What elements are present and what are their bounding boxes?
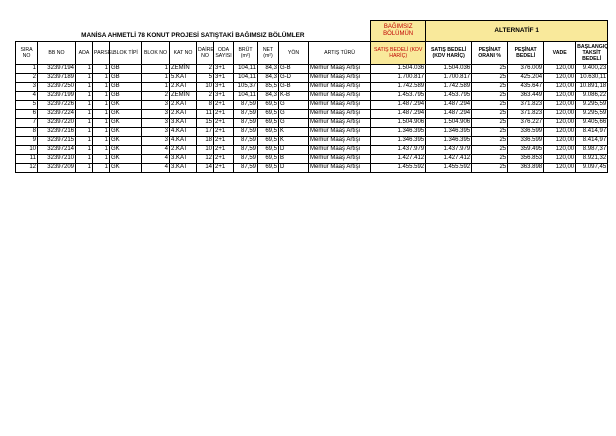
table-cell: 363.898 <box>508 163 544 172</box>
table-cell: 25 <box>472 64 508 73</box>
table-cell: 12 <box>16 163 38 172</box>
table-cell: 69,5 <box>258 127 279 136</box>
table-cell: 1 <box>93 82 110 91</box>
table-cell: 120,00 <box>544 100 576 109</box>
table-cell: 120,00 <box>544 82 576 91</box>
table-cell: 104,11 <box>234 73 258 82</box>
table-cell: 3.KAT <box>170 118 197 127</box>
table-row <box>16 64 608 73</box>
table-cell: 2+1 <box>214 109 234 118</box>
table-cell: 15 <box>197 118 214 127</box>
table-cell: 371.823 <box>508 100 544 109</box>
table-cell: G <box>279 109 309 118</box>
table-cell: 3 <box>142 100 170 109</box>
col-oda: ODA SAYISI <box>214 41 234 64</box>
table-cell: 336.599 <box>508 136 544 145</box>
table-cell: 87,59 <box>234 127 258 136</box>
table-cell: K <box>279 136 309 145</box>
table-cell: Memur Maaş Artışı <box>309 64 371 73</box>
table-cell: ZEMİN <box>170 64 197 73</box>
table-row <box>16 100 608 109</box>
table-cell: 1 <box>142 82 170 91</box>
table-cell: 2+1 <box>214 163 234 172</box>
table-cell: 1 <box>142 64 170 73</box>
table-body <box>16 64 608 172</box>
table-cell: 120,00 <box>544 118 576 127</box>
page-title: MANİSA AHMETLİ 78 KONUT PROJESİ SATIŞTAKİ BAĞIMSIZ BÖLÜMLER <box>81 31 305 39</box>
table-row <box>16 118 608 127</box>
table-cell: 9 <box>16 136 38 145</box>
table-cell: 32397210 <box>38 154 76 163</box>
table-cell: 1 <box>76 136 93 145</box>
table-cell: 425.204 <box>508 73 544 82</box>
table-cell: 2 <box>16 73 38 82</box>
table-cell: GB <box>110 73 142 82</box>
table-cell: 1.504.906 <box>426 118 472 127</box>
table-cell: 87,59 <box>234 100 258 109</box>
table-cell: 3+1 <box>214 64 234 73</box>
table-cell: 69,5 <box>258 109 279 118</box>
table-cell: 363.449 <box>508 91 544 100</box>
table-cell: 2.KAT <box>170 109 197 118</box>
table-cell: 1 <box>93 154 110 163</box>
table-row <box>16 73 608 82</box>
table-cell: 6 <box>16 109 38 118</box>
table-cell: 87,59 <box>234 154 258 163</box>
table-cell: 1 <box>93 100 110 109</box>
col-parsel: PARSEL <box>93 41 110 64</box>
table-cell: 104,11 <box>234 64 258 73</box>
table-cell: 32397250 <box>38 82 76 91</box>
spreadsheet <box>15 20 607 173</box>
table-cell: 1 <box>76 127 93 136</box>
table-cell: 69,5 <box>258 145 279 154</box>
table-cell: G <box>279 100 309 109</box>
table-row <box>16 91 608 100</box>
table-cell: 25 <box>472 136 508 145</box>
table-cell: 2 <box>197 64 214 73</box>
table-cell: GK <box>110 118 142 127</box>
table-cell: 25 <box>472 91 508 100</box>
table-cell: G <box>279 118 309 127</box>
table-cell: 120,00 <box>544 91 576 100</box>
table-cell: 376.009 <box>508 64 544 73</box>
table-cell: 120,00 <box>544 73 576 82</box>
table-cell: 14 <box>197 163 214 172</box>
table-cell: 120,00 <box>544 127 576 136</box>
table-cell: 3 <box>142 118 170 127</box>
table-cell: 1 <box>93 136 110 145</box>
table-cell: 3 <box>142 109 170 118</box>
table-cell: Memur Maaş Artışı <box>309 127 371 136</box>
table-cell: 8.414,97 <box>576 127 608 136</box>
table-cell: 4.KAT <box>170 136 197 145</box>
col-vade: VADE <box>544 41 576 64</box>
table-cell: 1 <box>76 64 93 73</box>
table-cell: 336.599 <box>508 127 544 136</box>
table-cell: 376.227 <box>508 118 544 127</box>
table-row <box>16 145 608 154</box>
table-cell: 1 <box>93 73 110 82</box>
table-cell: 69,5 <box>258 100 279 109</box>
table-cell: 1.700.817 <box>371 73 426 82</box>
table-cell: 2+1 <box>214 118 234 127</box>
table-cell: 2+1 <box>214 127 234 136</box>
table-cell: 32397224 <box>38 109 76 118</box>
table-cell: 1.487.294 <box>426 100 472 109</box>
table-cell: 1.487.294 <box>371 109 426 118</box>
table-cell: 69,5 <box>258 118 279 127</box>
table-cell: 1 <box>76 100 93 109</box>
table-cell: 10.891,18 <box>576 82 608 91</box>
bagimsiz-bolumun-header: BAĞIMSIZ BÖLÜMÜN <box>371 21 426 42</box>
table-cell: 120,00 <box>544 64 576 73</box>
table-cell: 10 <box>197 82 214 91</box>
table-cell: 1 <box>76 163 93 172</box>
table-cell: GK <box>110 145 142 154</box>
table-cell: K-B <box>279 91 309 100</box>
table-cell: 9.295,59 <box>576 100 608 109</box>
table-cell: 1.455.592 <box>371 163 426 172</box>
table-cell: K <box>279 127 309 136</box>
table-cell: 2.KAT <box>170 100 197 109</box>
table-cell: 69,5 <box>258 136 279 145</box>
col-bb: BB NO <box>38 41 76 64</box>
col-satis-bedeli: SATIŞ BEDELİ (KDV HARİÇ) <box>426 41 472 64</box>
table-cell: 120,00 <box>544 145 576 154</box>
table-cell: Memur Maaş Artışı <box>309 118 371 127</box>
table-cell: 1.742.589 <box>426 82 472 91</box>
table-cell: 104,11 <box>234 91 258 100</box>
col-net: NET (m²) <box>258 41 279 64</box>
table-cell: 8.921,32 <box>576 154 608 163</box>
table-row <box>16 109 608 118</box>
table-cell: Memur Maaş Artışı <box>309 100 371 109</box>
table-cell: Memur Maaş Artışı <box>309 154 371 163</box>
table-cell: GK <box>110 127 142 136</box>
table-cell: 32397214 <box>38 145 76 154</box>
table-cell: 87,59 <box>234 109 258 118</box>
table-cell: 25 <box>472 145 508 154</box>
table-cell: 11 <box>197 109 214 118</box>
table-cell: 1.453.795 <box>371 91 426 100</box>
table-cell: GB <box>110 82 142 91</box>
table-cell: 10 <box>197 145 214 154</box>
table-cell: 1 <box>76 109 93 118</box>
table-cell: 8 <box>16 127 38 136</box>
table-cell: 32397216 <box>38 127 76 136</box>
table-cell: 3+1 <box>214 91 234 100</box>
table-cell: 105,37 <box>234 82 258 91</box>
table-cell: 1.487.294 <box>371 100 426 109</box>
col-pesinat-bedeli: PEŞİNAT BEDELİ <box>508 41 544 64</box>
table-cell: 3 <box>16 82 38 91</box>
table-cell: 2.KAT <box>170 145 197 154</box>
table-cell: 3.KAT <box>170 154 197 163</box>
table-cell: 1 <box>93 109 110 118</box>
table-cell: 356.853 <box>508 154 544 163</box>
table-row <box>16 82 608 91</box>
col-blok-no: BLOK NO <box>142 41 170 64</box>
table-cell: 2 <box>142 91 170 100</box>
table-cell: Memur Maaş Artışı <box>309 109 371 118</box>
table-cell: 4 <box>142 154 170 163</box>
table-cell: 3.KAT <box>170 163 197 172</box>
table-cell: GB <box>110 91 142 100</box>
table-cell: 1.427.412 <box>371 154 426 163</box>
col-yon: YÖN <box>279 41 309 64</box>
col-blok-tipi: BLOK TİPİ <box>110 41 142 64</box>
table-cell: 2 <box>197 91 214 100</box>
table-cell: Memur Maaş Artışı <box>309 163 371 172</box>
table-cell: 25 <box>472 82 508 91</box>
table-cell: 25 <box>472 154 508 163</box>
table-cell: 87,59 <box>234 118 258 127</box>
table-cell: 1.487.294 <box>426 109 472 118</box>
table-cell: D <box>279 163 309 172</box>
table-cell: 4.KAT <box>170 127 197 136</box>
table-cell: 32397226 <box>38 100 76 109</box>
table-row <box>16 136 608 145</box>
table-cell: 1 <box>93 163 110 172</box>
table-cell: GK <box>110 109 142 118</box>
table-cell: Memur Maaş Artışı <box>309 136 371 145</box>
table-cell: 2+1 <box>214 154 234 163</box>
table-row <box>16 154 608 163</box>
table-cell: 1 <box>76 118 93 127</box>
table-cell: 1.504.036 <box>371 64 426 73</box>
table-cell: 435.647 <box>508 82 544 91</box>
table-cell: 25 <box>472 73 508 82</box>
table-cell: G-B <box>279 82 309 91</box>
table-cell: GK <box>110 100 142 109</box>
table-cell: 32397194 <box>38 64 76 73</box>
table-cell: 25 <box>472 118 508 127</box>
table-cell: 25 <box>472 109 508 118</box>
table-cell: GK <box>110 136 142 145</box>
table-cell: 84,3 <box>258 91 279 100</box>
col-brut: BRÜT (m²) <box>234 41 258 64</box>
alternatif-header: ALTERNATİF 1 <box>426 21 608 42</box>
table-cell: 11 <box>16 154 38 163</box>
table-cell: 120,00 <box>544 163 576 172</box>
table-cell: 8 <box>197 100 214 109</box>
col-pesinat-orani: PEŞİNAT ORANI % <box>472 41 508 64</box>
table-cell: GB <box>110 64 142 73</box>
col-satis-bedeli-bb: SATIŞ BEDELİ (KDV HARİÇ) <box>371 41 426 64</box>
table-cell: Memur Maaş Artışı <box>309 82 371 91</box>
table-cell: 1.453.795 <box>426 91 472 100</box>
table-cell: 84,3 <box>258 73 279 82</box>
table-cell: 359.495 <box>508 145 544 154</box>
table-cell: 1.346.395 <box>426 136 472 145</box>
table-cell: 12 <box>197 154 214 163</box>
table-cell: 69,5 <box>258 163 279 172</box>
table-cell: 25 <box>472 163 508 172</box>
table-cell: 25 <box>472 100 508 109</box>
table-cell: Memur Maaş Artışı <box>309 91 371 100</box>
table-cell: GK <box>110 154 142 163</box>
table-row <box>16 127 608 136</box>
table-cell: 1.346.395 <box>371 136 426 145</box>
table-cell: 2.KAT <box>170 82 197 91</box>
table-cell: 3+1 <box>214 73 234 82</box>
table-cell: 69,5 <box>258 154 279 163</box>
table-cell: 1 <box>76 145 93 154</box>
table-cell: 1.346.395 <box>426 127 472 136</box>
table-cell: 1 <box>93 64 110 73</box>
table-cell: 87,59 <box>234 145 258 154</box>
table-cell: Memur Maaş Artışı <box>309 145 371 154</box>
table-cell: 1 <box>93 127 110 136</box>
table-cell: 9.295,59 <box>576 109 608 118</box>
col-artis: ARTIŞ TÜRÜ <box>309 41 371 64</box>
table-cell: 8.987,37 <box>576 145 608 154</box>
table-cell: 2+1 <box>214 145 234 154</box>
table-cell: G-B <box>279 64 309 73</box>
table-cell: 3+1 <box>214 82 234 91</box>
table-cell: 10 <box>16 145 38 154</box>
table-cell: G-D <box>279 73 309 82</box>
table-cell: 5 <box>16 100 38 109</box>
table-cell: 87,59 <box>234 163 258 172</box>
col-taksit: BAŞLANGIÇ TAKSİT BEDELİ <box>576 41 608 64</box>
title-row <box>16 21 608 42</box>
table-cell: 25 <box>472 127 508 136</box>
table-cell: 1 <box>76 73 93 82</box>
table-cell: 1 <box>16 64 38 73</box>
table-cell: 4 <box>142 145 170 154</box>
table-cell: 2+1 <box>214 100 234 109</box>
table-cell: 8.414,97 <box>576 136 608 145</box>
table-cell: D <box>279 145 309 154</box>
table-cell: 5.KAT <box>170 73 197 82</box>
table-cell: 87,59 <box>234 136 258 145</box>
table-cell: 17 <box>197 127 214 136</box>
table-cell: 120,00 <box>544 136 576 145</box>
table-cell: 4 <box>142 163 170 172</box>
table-cell: 4 <box>16 91 38 100</box>
table-cell: 1 <box>76 91 93 100</box>
table-cell: 371.823 <box>508 109 544 118</box>
col-daire-no: DAİRE NO <box>197 41 214 64</box>
table-cell: 1 <box>93 145 110 154</box>
column-header-row <box>16 41 608 64</box>
table-cell: 9.097,45 <box>576 163 608 172</box>
col-ada: ADA <box>76 41 93 64</box>
table-row <box>16 163 608 172</box>
table-cell: 120,00 <box>544 109 576 118</box>
table-cell: 3 <box>142 136 170 145</box>
table-cell: ZEMİN <box>170 91 197 100</box>
table-cell: 1.700.817 <box>426 73 472 82</box>
table-cell: 32397220 <box>38 118 76 127</box>
table-cell: 1.437.979 <box>371 145 426 154</box>
table-cell: 1.346.395 <box>371 127 426 136</box>
table-cell: 9.405,66 <box>576 118 608 127</box>
table-cell: 1 <box>142 73 170 82</box>
col-kat-no: KAT NO <box>170 41 197 64</box>
table-cell: 32397209 <box>38 163 76 172</box>
table-cell: 1 <box>76 154 93 163</box>
col-sira: SIRA NO <box>16 41 38 64</box>
table-cell: 9.400,23 <box>576 64 608 73</box>
units-table <box>15 20 608 173</box>
table-cell: 5 <box>197 73 214 82</box>
table-cell: 1.742.589 <box>371 82 426 91</box>
table-cell: 1 <box>76 82 93 91</box>
table-cell: 9.086,22 <box>576 91 608 100</box>
table-cell: 1.504.906 <box>371 118 426 127</box>
table-cell: 1 <box>93 118 110 127</box>
table-cell: 32397215 <box>38 136 76 145</box>
table-cell: 1.437.979 <box>426 145 472 154</box>
table-cell: GK <box>110 163 142 172</box>
table-cell: 10.630,11 <box>576 73 608 82</box>
table-cell: 3 <box>142 127 170 136</box>
table-cell: 84,3 <box>258 64 279 73</box>
table-cell: 1.504.036 <box>426 64 472 73</box>
table-cell: 32397189 <box>38 73 76 82</box>
table-cell: 1.455.592 <box>426 163 472 172</box>
table-cell: 85,5 <box>258 82 279 91</box>
table-cell: Memur Maaş Artışı <box>309 73 371 82</box>
table-cell: 18 <box>197 136 214 145</box>
table-cell: 1.427.412 <box>426 154 472 163</box>
table-cell: 2+1 <box>214 136 234 145</box>
table-cell: B <box>279 154 309 163</box>
table-cell: 120,00 <box>544 154 576 163</box>
table-cell: 1 <box>93 91 110 100</box>
table-cell: 32397199 <box>38 91 76 100</box>
table-cell: 7 <box>16 118 38 127</box>
